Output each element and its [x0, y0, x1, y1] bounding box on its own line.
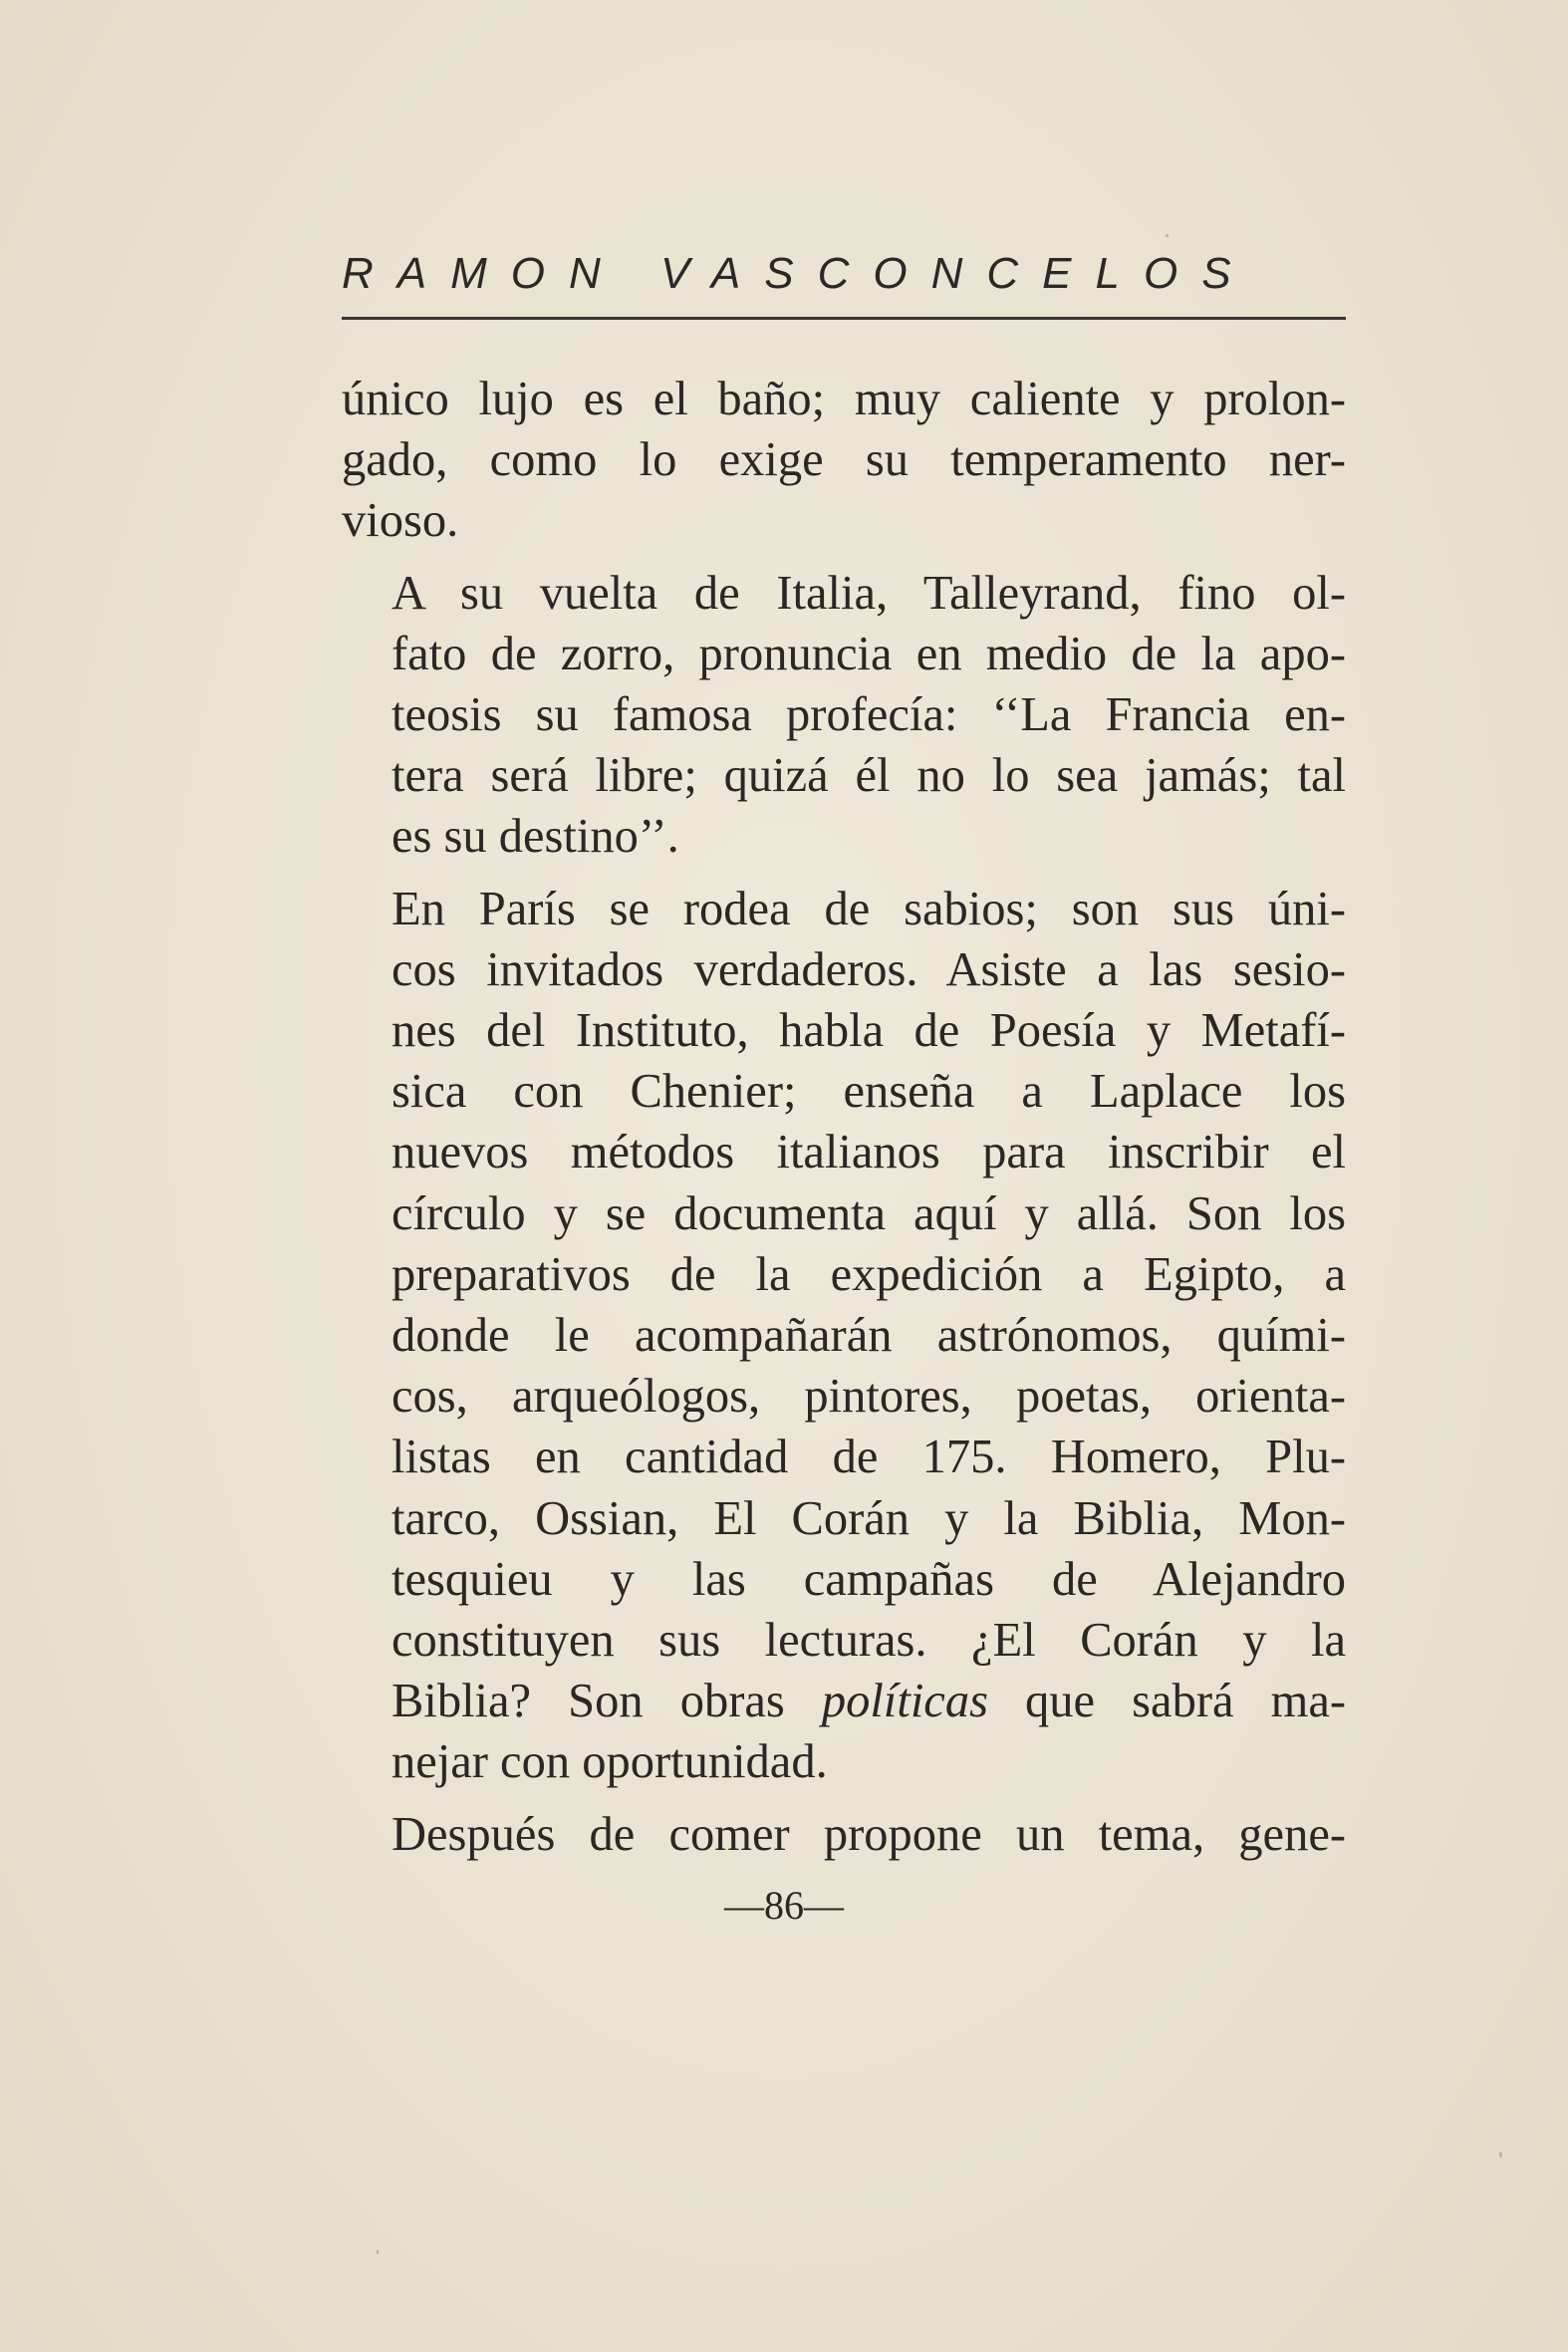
text-line: cos, arqueólogos, pintores, poetas, orienta- — [392, 1370, 1346, 1424]
text-line: gado, como lo exige su temperamento ner- — [342, 433, 1346, 487]
text-line: listas en cantidad de 175. Homero, Plu- — [392, 1431, 1346, 1484]
paper-speck — [1499, 2152, 1502, 2158]
italic-word: políticas — [821, 1675, 988, 1728]
header-rule — [342, 317, 1346, 320]
text-run: Biblia? Son obras — [392, 1675, 822, 1728]
paragraph-2 — [342, 563, 1346, 868]
text-line: nes del Instituto, habla de Poesía y Metafí- — [392, 1004, 1346, 1058]
text-line: nuevos métodos italianos para inscribir el — [392, 1126, 1346, 1179]
text-line: En París se rodea de sabios; son sus úni- — [392, 882, 1346, 935]
paragraph-1 — [342, 369, 1346, 552]
text-line: preparativos de la expedición a Egipto, a — [392, 1247, 1346, 1301]
text-line: único lujo es el baño; muy caliente y prolon- — [342, 373, 1346, 425]
text-line: tera será libre; quizá él no lo sea jamás; tal — [392, 749, 1346, 803]
text-run: que sabrá ma- — [987, 1675, 1346, 1728]
text-line: círculo y se documenta aquí y allá. Son los — [392, 1186, 1346, 1240]
text-line: donde le acompañarán astrónomos, quími- — [392, 1309, 1346, 1363]
page-number: —86— — [724, 1883, 844, 1928]
text-line: vioso. — [342, 494, 459, 548]
text-line: cos invitados verdaderos. Asiste a las sesio- — [392, 942, 1346, 996]
text-line: sica con Chenier; enseña a Laplace los — [392, 1065, 1346, 1119]
paper-speck — [1166, 234, 1169, 237]
text-line: constituyen sus lecturas. ¿El Corán y la — [392, 1614, 1346, 1668]
text-line: es su destino’’. — [392, 810, 679, 864]
paragraph-4 — [342, 1804, 1346, 1865]
paper-speck — [377, 2249, 379, 2254]
text-line: Después de comer propone un tema, gene- — [392, 1807, 1346, 1861]
text-line: teosis su famosa profecía: ‘‘La Francia en- — [392, 688, 1346, 742]
text-line-with-italic — [342, 1671, 1346, 1731]
running-head: RAMON VASCONCELOS — [342, 249, 1255, 298]
text-line: tesquieu y las campañas de Alejandro — [392, 1552, 1346, 1606]
text-line: A su vuelta de Italia, Talleyrand, fino ol- — [392, 566, 1346, 620]
text-line: nejar con oportunidad. — [392, 1735, 828, 1789]
paragraph-3 — [342, 879, 1346, 1793]
body-text — [342, 369, 1346, 1865]
text-line: tarco, Ossian, El Corán y la Biblia, Mon- — [392, 1491, 1346, 1545]
text-line: fato de zorro, pronuncia en medio de la apo- — [392, 627, 1346, 680]
